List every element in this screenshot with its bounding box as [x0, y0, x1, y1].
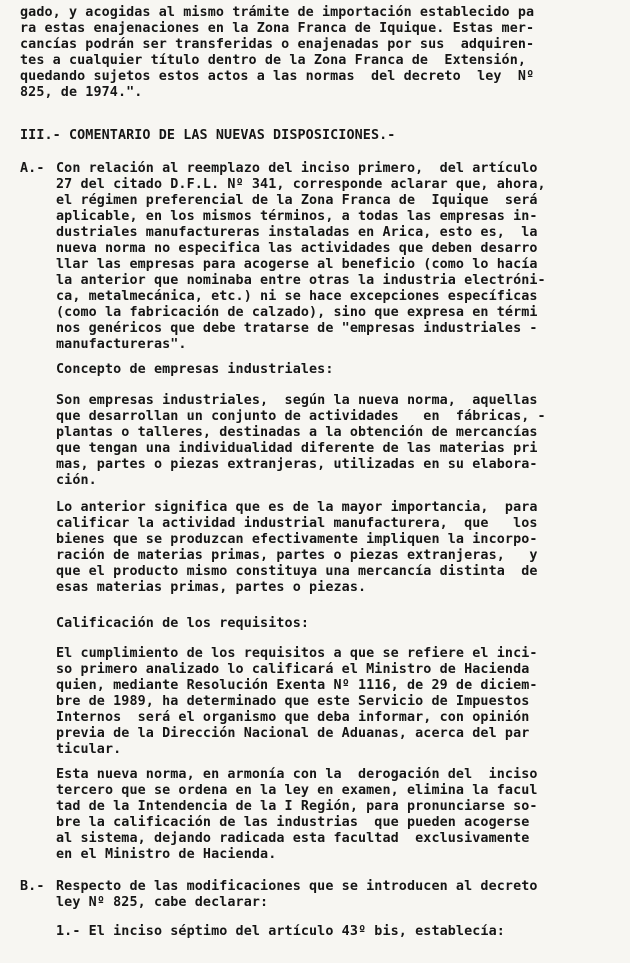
intro-line: cancías podrán ser transferidas o enajenadas por sus adquiren-	[20, 37, 535, 52]
intro-line: quedando sujetos estos actos a las normas del decreto ley Nº	[20, 69, 535, 84]
subheading-concepto: Concepto de empresas industriales:	[56, 362, 334, 377]
paragraph-a-line: nueva norma no especifica las actividades que deben desarro	[56, 241, 538, 256]
paragraph-a-line: dustriales manufactureras instaladas en Arica, esto es, la	[56, 225, 538, 240]
paragraph-norma-line: bre la calificación de las industrias que pueden acogerse	[56, 815, 530, 830]
paragraph-concepto-line: que desarrollan un conjunto de actividades en fábricas, -	[56, 409, 546, 424]
paragraph-concepto-line: Son empresas industriales, según la nueva norma, aquellas	[56, 393, 538, 408]
paragraph-a-line: la anterior que nominaba entre otras la industria electróni-	[56, 273, 546, 288]
paragraph-anterior-line: Lo anterior significa que es de la mayor importancia, para	[56, 500, 538, 515]
paragraph-cumplimiento-line: previa de la Dirección Nacional de Aduanas, acerca del par	[56, 726, 530, 741]
paragraph-anterior-line: calificar la actividad industrial manufacturera, que los	[56, 516, 538, 531]
paragraph-norma-line: en el Ministro de Hacienda.	[56, 847, 277, 862]
paragraph-concepto-line: ción.	[56, 473, 97, 488]
list-item-1: 1.- El inciso séptimo del artículo 43º bis, establecía:	[56, 924, 505, 939]
paragraph-a-line: Con relación al reemplazo del inciso primero, del artículo	[56, 161, 538, 176]
paragraph-a-line: manufactureras".	[56, 337, 187, 352]
intro-line: 825, de 1974.".	[20, 85, 143, 100]
paragraph-concepto-line: plantas o talleres, destinadas a la obtención de mercancías	[56, 425, 538, 440]
paragraph-a-line: ca, metalmecánica, etc.) ni se hace excepciones específicas	[56, 289, 538, 304]
paragraph-anterior-line: que el producto mismo constituya una mercancía distinta de	[56, 564, 538, 579]
paragraph-norma-line: tad de la Intendencia de la I Región, para pronunciarse so-	[56, 799, 538, 814]
paragraph-a-line: 27 del citado D.F.L. Nº 341, corresponde aclarar que, ahora,	[56, 177, 546, 192]
paragraph-a-line: (como la fabricación de calzado), sino que expresa en térmi	[56, 305, 538, 320]
paragraph-anterior-line: esas materias primas, partes o piezas.	[56, 580, 367, 595]
paragraph-a-line: el régimen preferencial de la Zona Franca de Iquique será	[56, 193, 538, 208]
paragraph-cumplimiento-line: so primero analizado lo calificará el Ministro de Hacienda	[56, 662, 530, 677]
paragraph-norma-line: Esta nueva norma, en armonía con la derogación del inciso	[56, 767, 538, 782]
paragraph-anterior-line: ración de materias primas, partes o piezas extranjeras, y	[56, 548, 538, 563]
paragraph-cumplimiento-line: Internos será el organismo que deba informar, con opinión	[56, 710, 530, 725]
paragraph-a-line: llar las empresas para acogerse al beneficio (como lo hacía	[56, 257, 538, 272]
section-a-marker: A.-	[20, 161, 45, 176]
section-b-marker: B.-	[20, 879, 45, 894]
paragraph-norma-line: al sistema, dejando radicada esta facultad exclusivamente	[56, 831, 530, 846]
section-title: III.- COMENTARIO DE LAS NUEVAS DISPOSICIONES.-	[20, 128, 396, 143]
intro-line: gado, y acogidas al mismo trámite de importación establecido pa	[20, 5, 535, 20]
paragraph-cumplimiento-line: quien, mediante Resolución Exenta Nº 1116, de 29 de diciem-	[56, 678, 538, 693]
paragraph-b-line: Respecto de las modificaciones que se introducen al decreto	[56, 879, 538, 894]
paragraph-b-line: ley Nº 825, cabe declarar:	[56, 895, 269, 910]
paragraph-cumplimiento-line: El cumplimiento de los requisitos a que se refiere el inci-	[56, 646, 538, 661]
paragraph-cumplimiento-line: bre de 1989, ha determinado que este Servicio de Impuestos	[56, 694, 530, 709]
paragraph-concepto-line: mas, partes o piezas extranjeras, utilizadas en su elabora-	[56, 457, 538, 472]
paragraph-a-line: aplicable, en los mismos términos, a todas las empresas in-	[56, 209, 538, 224]
intro-line: ra estas enajenaciones en la Zona Franca de Iquique. Estas mer-	[20, 21, 535, 36]
subheading-calificacion: Calificación de los requisitos:	[56, 616, 310, 631]
intro-line: tes a cualquier título dentro de la Zona Franca de Extensión,	[20, 53, 527, 68]
paragraph-anterior-line: bienes que se produzcan efectivamente impliquen la incorpo-	[56, 532, 538, 547]
paragraph-norma-line: tercero que se ordena en la ley en examen, elimina la facul	[56, 783, 538, 798]
paragraph-a-line: nos genéricos que debe tratarse de "empresas industriales -	[56, 321, 538, 336]
paragraph-cumplimiento-line: ticular.	[56, 742, 122, 757]
paragraph-concepto-line: que tengan una individualidad diferente de las materias pri	[56, 441, 538, 456]
